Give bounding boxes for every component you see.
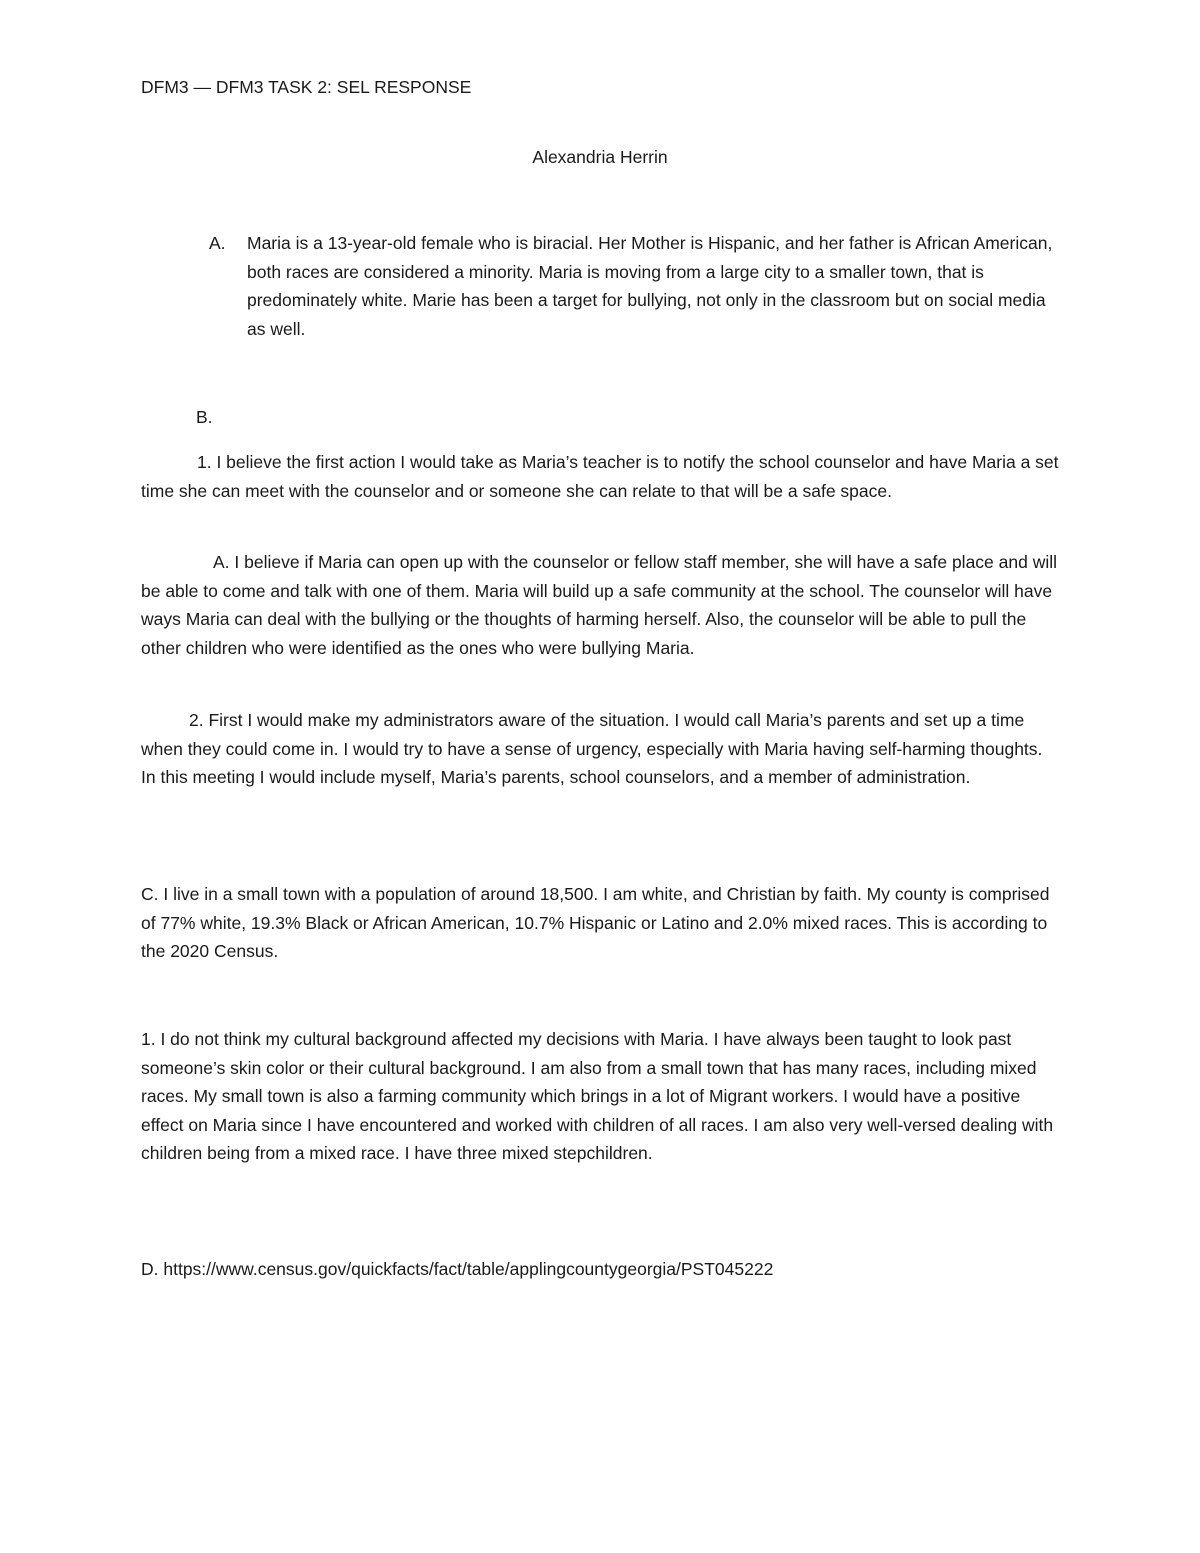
section-a [209,229,1059,343]
author-name: Alexandria Herrin [532,147,668,167]
section-d-reference: D. https://www.census.gov/quickfacts/fact/table/applingcountygeorgia/PST045222 [141,1259,774,1279]
section-c-item-1: 1. I do not think my cultural background affected my decisions with Maria. I have always been taught to look past someone’s skin color or their cultural background. I am also from a small town that has many races, including mixed races. My small town is also a farming community which brings in a lot of Migrant workers. I would have a positive effect on Maria since I have encountered and worked with children of all races. I am also very well-versed dealing with children being from a mixed race. I have three mixed stepchildren. [141,1029,1054,1164]
section-b-item-1a: A. I believe if Maria can open up with the counselor or fellow staff member, she will have a safe place and will be able to come and talk with one of them. Maria will build up a safe community at the school. The counselor will have ways Maria can deal with the bullying or the thoughts of harming herself. Also, the counselor will be able to pull the other children who were identified as the ones who were bullying Maria. [141,552,1058,658]
section-a-text: Maria is a 13-year-old female who is biracial. Her Mother is Hispanic, and her father is African American, both races are considered a minority. Maria is moving from a large city to a smaller town, that is predominately white. Marie has been a target for bullying, not only in the classroom but on social media as well. [247,233,1053,339]
section-a-marker: A. [209,233,226,253]
section-b-item-1: 1. I believe the first action I would take as Maria’s teacher is to notify the school counselor and have Maria a set time she can meet with the counselor and or someone she can relate to that will be a safe space. [141,452,1059,501]
section-b-item-2: 2. First I would make my administrators aware of the situation. I would call Maria’s parents and set up a time when they could come in. I would try to have a sense of urgency, especially with Maria having self-harming thoughts. In this meeting I would include myself, Maria’s parents, school counselors, and a member of administration. [141,710,1043,788]
document-header: DFM3 — DFM3 TASK 2: SEL RESPONSE [141,77,472,97]
section-c-text: C. I live in a small town with a population of around 18,500. I am white, and Christian by faith. My county is comprised of 77% white, 19.3% Black or African American, 10.7% Hispanic or Latino and 2.0% mixed races. This is according to the 2020 Census. [141,884,1050,962]
section-b-label: B. [196,407,213,427]
